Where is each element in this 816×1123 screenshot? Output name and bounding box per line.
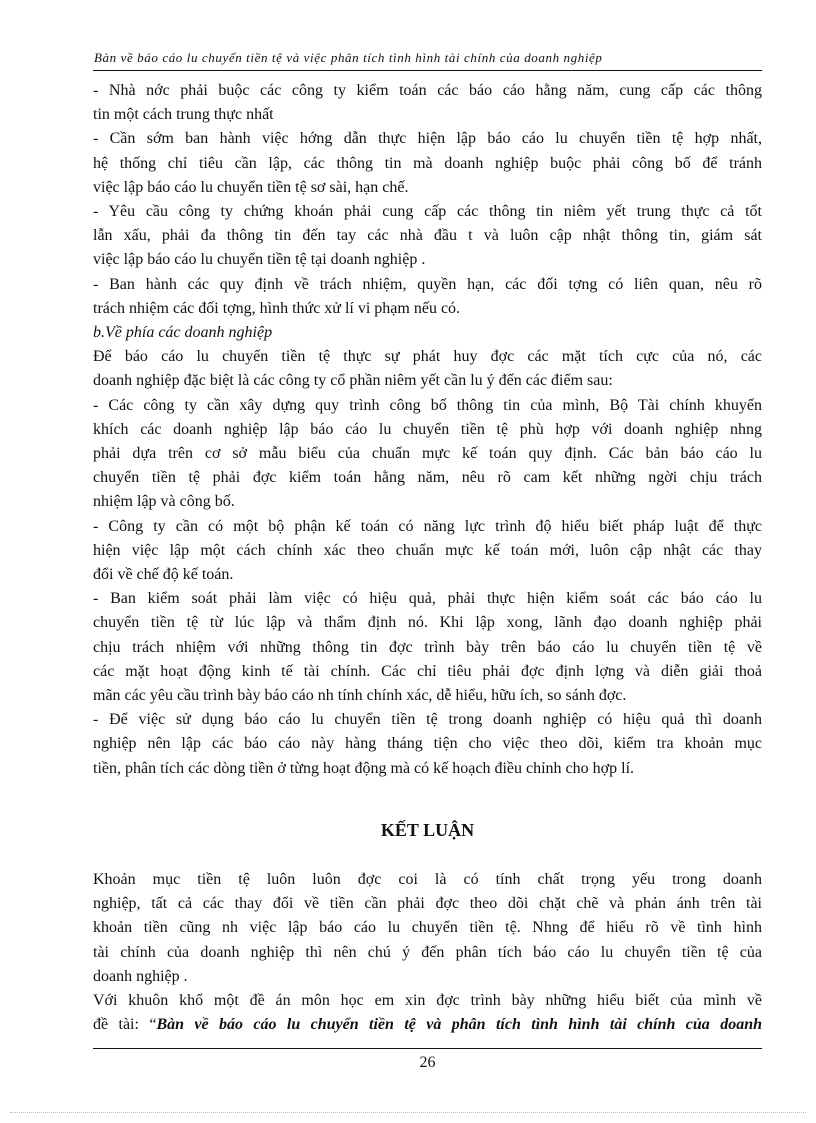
header-divider <box>93 70 762 71</box>
subheading-enterprises: b.Về phía các doanh nghiệp <box>93 324 273 342</box>
paragraph-intro <box>93 345 762 393</box>
text-line: doanh nghiệp đặc biệt là các công ty cổ phần niêm yết cần lu ý đến các điểm sau: <box>93 372 613 390</box>
text-line: lẫn xấu, phải đa thông tin đến tay các nhà đầu t và luôn cập nhật thông tin, giám sát <box>93 227 762 245</box>
conclusion-text <box>93 868 762 1037</box>
paragraph-regulations <box>93 273 762 321</box>
text-line: hệ thống chỉ tiêu cần lập, các thông tin mà doanh nghiệp buộc phải công bố để tránh <box>93 154 762 172</box>
text-line: - Nhà nớc phải buộc các công ty kiểm toán các báo cáo hằng năm, cung cấp các thông <box>93 82 762 99</box>
paragraph-conclusion-2 <box>93 989 762 1037</box>
text-line: tin một cách trung thực nhất <box>93 106 274 124</box>
paragraph-disclosure <box>93 394 762 515</box>
text-line: Khoản mục tiền tệ luôn luôn đợc coi là có tính chất trọng yếu trong doanh <box>93 871 762 888</box>
paragraph-monthly-reports <box>93 708 762 781</box>
text-line: đổi về chế độ kế toán. <box>93 566 234 584</box>
page-number: 26 <box>419 1054 436 1071</box>
text-line: nhiệm lập và công bố. <box>93 493 235 511</box>
text-line: các mặt hoạt động kinh tế tài chính. Các chỉ tiêu phải đợc định lợng và diễn giải thoả <box>93 662 762 680</box>
text-line: - Các công ty cần xây dựng quy trình công bố thông tin của mình, Bộ Tài chính khuyến <box>93 396 762 414</box>
text-line: Để báo cáo lu chuyển tiền tệ thực sự phát huy đợc các mặt tích cực của nó, các <box>93 348 762 366</box>
text-line: việc lập báo cáo lu chuyển tiền tệ tại doanh nghiệp . <box>93 251 426 269</box>
text-line: - Để việc sử dụng báo cáo lu chuyển tiền tệ trong doanh nghiệp có hiệu quả thì doanh <box>93 711 762 729</box>
text-line: tài chính của doanh nghiệp thì nên chú ý đến phân tích báo cáo lu chuyển tiền tệ của <box>93 943 762 961</box>
text-line: trách nhiệm các đối tợng, hình thức xử lí vi phạm nếu có. <box>93 299 461 317</box>
page-bottom-dotted-border <box>10 1112 806 1113</box>
text-line: - Ban hành các quy định về trách nhiệm, quyền hạn, các đối tợng có liên quan, nêu rõ <box>93 275 762 293</box>
paragraph-guidance <box>93 127 762 200</box>
text-line: Với khuôn khổ một đề án môn học em xin đợc trình bày những hiểu biết của mình về <box>93 992 762 1010</box>
footer-divider <box>93 1048 762 1049</box>
running-header: Bàn về báo cáo lu chuyển tiền tệ và việc phân tích tình hình tài chính của doanh nghiệp <box>94 50 603 65</box>
topic-title: Bàn về báo cáo lu chuyển tiền tệ và phân tích tình hình tài chính của doanh <box>156 1016 763 1034</box>
text-line: - Cần sớm ban hành việc hớng dẫn thực hiện lập báo cáo lu chuyển tiền tệ hợp nhất, <box>93 130 762 148</box>
text-line: nghiệp, tất cả các thay đổi về tiền cần phải đợc theo dõi chặt chẽ và phản ánh trên tài <box>93 895 762 913</box>
text-line: - Ban kiểm soát phải làm việc có hiệu quả, phải thực hiện kiểm soát các báo cáo lu <box>93 590 762 608</box>
text-line: chịu trách nhiệm với những thông tin đợc trình bày trên báo cáo lu chuyển tiền tệ về <box>93 638 762 656</box>
text-line: hiện việc lập một cách chính xác theo chuẩn mực kế toán mới, luôn cập nhật các thay <box>93 541 762 559</box>
text-line: nghiệp nên lập các báo cáo này hàng tháng tiện cho việc theo dõi, kiểm tra khoản mục <box>93 735 762 753</box>
text-line: chuyển tiền tệ phải đợc kiểm toán hằng năm, nêu rõ cam kết những ngời chịu trách <box>93 469 762 487</box>
text-line: chuyển tiền tệ từ lúc lập và thẩm định nó. Khi lập xong, lãnh đạo doanh nghiệp phải <box>93 614 762 632</box>
text-line: việc lập báo cáo lu chuyển tiền tệ sơ sài, hạn chế. <box>93 178 409 196</box>
section-title-conclusion: KẾT LUẬN <box>380 820 475 840</box>
text-line: doanh nghiệp . <box>93 967 188 985</box>
text-line: - Yêu cầu công ty chứng khoán phải cung cấp các thông tin niêm yết trung thực cả tốt <box>93 203 762 221</box>
text-line: khoản tiền cũng nh việc lập báo cáo lu chuyển tiền tệ. Nhng để hiểu rõ về tình hình <box>93 919 762 937</box>
text-line: - Công ty cần có một bộ phận kế toán có năng lực trình độ hiểu biết pháp luật để thực <box>93 517 762 535</box>
paragraph-conclusion-1 <box>93 868 762 989</box>
text-line: tiền, phân tích các dòng tiền ở từng hoạt động mà có kế hoạch điều chỉnh cho hợp lí. <box>93 759 635 777</box>
text-line: khích các doanh nghiệp lập báo cáo lu chuyển tiền tệ phù hợp với doanh nghiệp nhng <box>93 420 762 438</box>
paragraph-control-board <box>93 587 762 708</box>
topic-prefix: đề tài: “ <box>93 1016 157 1034</box>
paragraph-auditing <box>93 79 762 127</box>
text-line <box>93 1013 762 1037</box>
text-line: phải dựa trên cơ sở mẫu biểu của chuẩn mực kế toán quy định. Các bản báo cáo lu <box>93 445 762 463</box>
paragraph-accounting-dept <box>93 515 762 588</box>
body-text <box>93 79 762 781</box>
paragraph-securities <box>93 200 762 273</box>
text-line: mãn các yêu cầu trình bày báo cáo nh tính chính xác, dễ hiểu, hữu ích, so sánh đợc. <box>93 687 627 705</box>
